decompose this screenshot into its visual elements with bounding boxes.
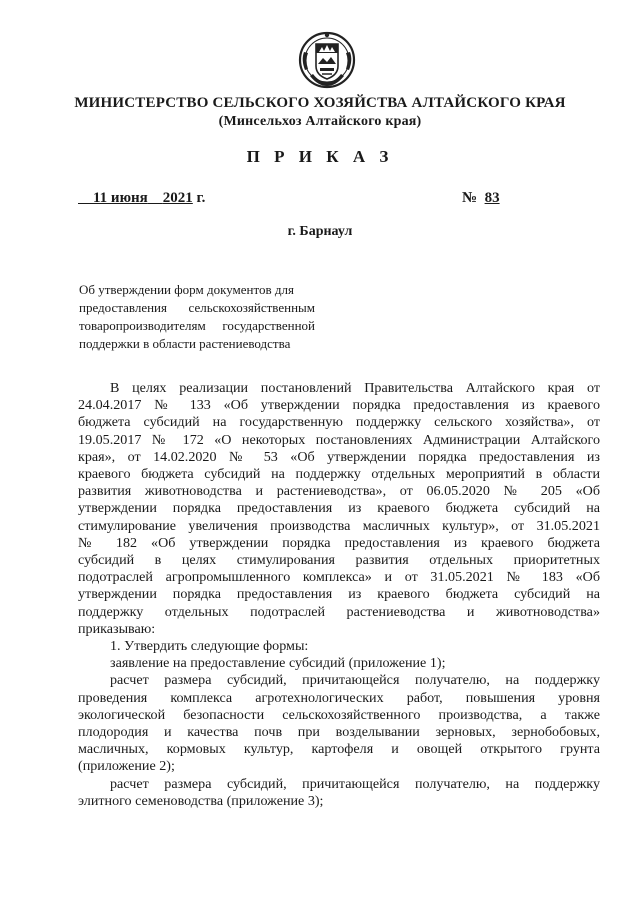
coat-of-arms-emblem	[298, 30, 356, 92]
ministry-name: МИНИСТЕРСТВО СЕЛЬСКОГО ХОЗЯЙСТВА АЛТАЙСКОГО КРАЯ	[74, 95, 566, 111]
body-line: подотраслей агропромышленного комплекса» и от 31.05.2021 № 183 «Об	[78, 569, 600, 586]
order-date	[78, 190, 205, 207]
body-line: расчет размера субсидий, причитающейся получателю, на поддержку	[110, 672, 600, 689]
order-number-value: 83	[484, 190, 500, 206]
subject-line: Об утверждении форм документов для	[79, 282, 294, 297]
body-line: расчет размера субсидий, причитающейся получателю, на поддержку	[110, 775, 600, 792]
body-line: элитного семеноводства (приложение 3);	[78, 792, 324, 809]
body-line: утверждении порядка предоставления из краевого бюджета субсидий на	[78, 500, 600, 517]
body-line: приказываю:	[78, 620, 156, 637]
order-number	[462, 190, 500, 207]
order-date-suffix: г.	[196, 190, 206, 206]
body-line: бюджета субсидий на государственную поддержку сельского хозяйства», от	[78, 414, 600, 431]
body-line: (приложение 2);	[78, 758, 175, 775]
subject-line: поддержки в области растениеводства	[79, 336, 291, 351]
body-line: плодородия и качества почв при возделывании зерновых, зернобобовых,	[78, 724, 600, 741]
body-line: стимулирование увеличения производства масличных культур», от 31.05.2021	[78, 517, 600, 534]
body-line: 24.04.2017 № 133 «Об утверждении порядка предоставления из краевого	[78, 397, 600, 414]
order-subject	[79, 281, 315, 353]
subject-line: предоставления сельскохозяйственным	[79, 300, 315, 315]
body-line: развития животноводства и растениеводства», от 06.05.2020 № 205 «Об	[78, 483, 600, 500]
body-line: краевого бюджета субсидий на поддержку отдельных мероприятий в области	[78, 466, 600, 483]
body-line: субсидий в целях стимулирования развития отдельных приоритетных	[78, 552, 600, 569]
body-line: экологической безопасности сельскохозяйственного производства, а также	[78, 706, 600, 723]
body-line: заявление на предоставление субсидий (приложение 1);	[110, 655, 446, 672]
order-body	[78, 380, 600, 810]
subject-line: товаропроизводителям государственной	[79, 318, 315, 333]
body-line: проведения комплекса агротехнологических работ, повышения уровня	[78, 689, 600, 706]
order-date-year: 2021	[162, 190, 193, 206]
order-number-label: №	[462, 190, 478, 206]
document-title: П Р И К А З	[246, 147, 394, 166]
body-line: поддержку отдельных подотраслей растениеводства и животноводства»	[78, 603, 600, 620]
body-line: края», от 14.02.2020 № 53 «Об утверждении порядка предоставления из	[78, 448, 600, 465]
ministry-short-name: (Минсельхоз Алтайского края)	[218, 114, 422, 129]
body-line: 1. Утвердить следующие формы:	[110, 638, 309, 655]
city-name: г. Барнаул	[287, 224, 353, 239]
body-line: В целях реализации постановлений Правительства Алтайского края от	[110, 380, 600, 396]
order-date-day: 11 июня	[93, 190, 148, 206]
body-line: масличных, кормовых культур, картофеля и овощей открытого грунта	[78, 741, 600, 758]
body-line: 19.05.2017 № 172 «О некоторых постановлениях Администрации Алтайского	[78, 431, 600, 448]
body-line: № 182 «Об утверждении порядка предоставления из краевого бюджета	[78, 534, 600, 551]
body-line: утверждении порядка предоставления из краевого бюджета субсидий на	[78, 586, 600, 603]
